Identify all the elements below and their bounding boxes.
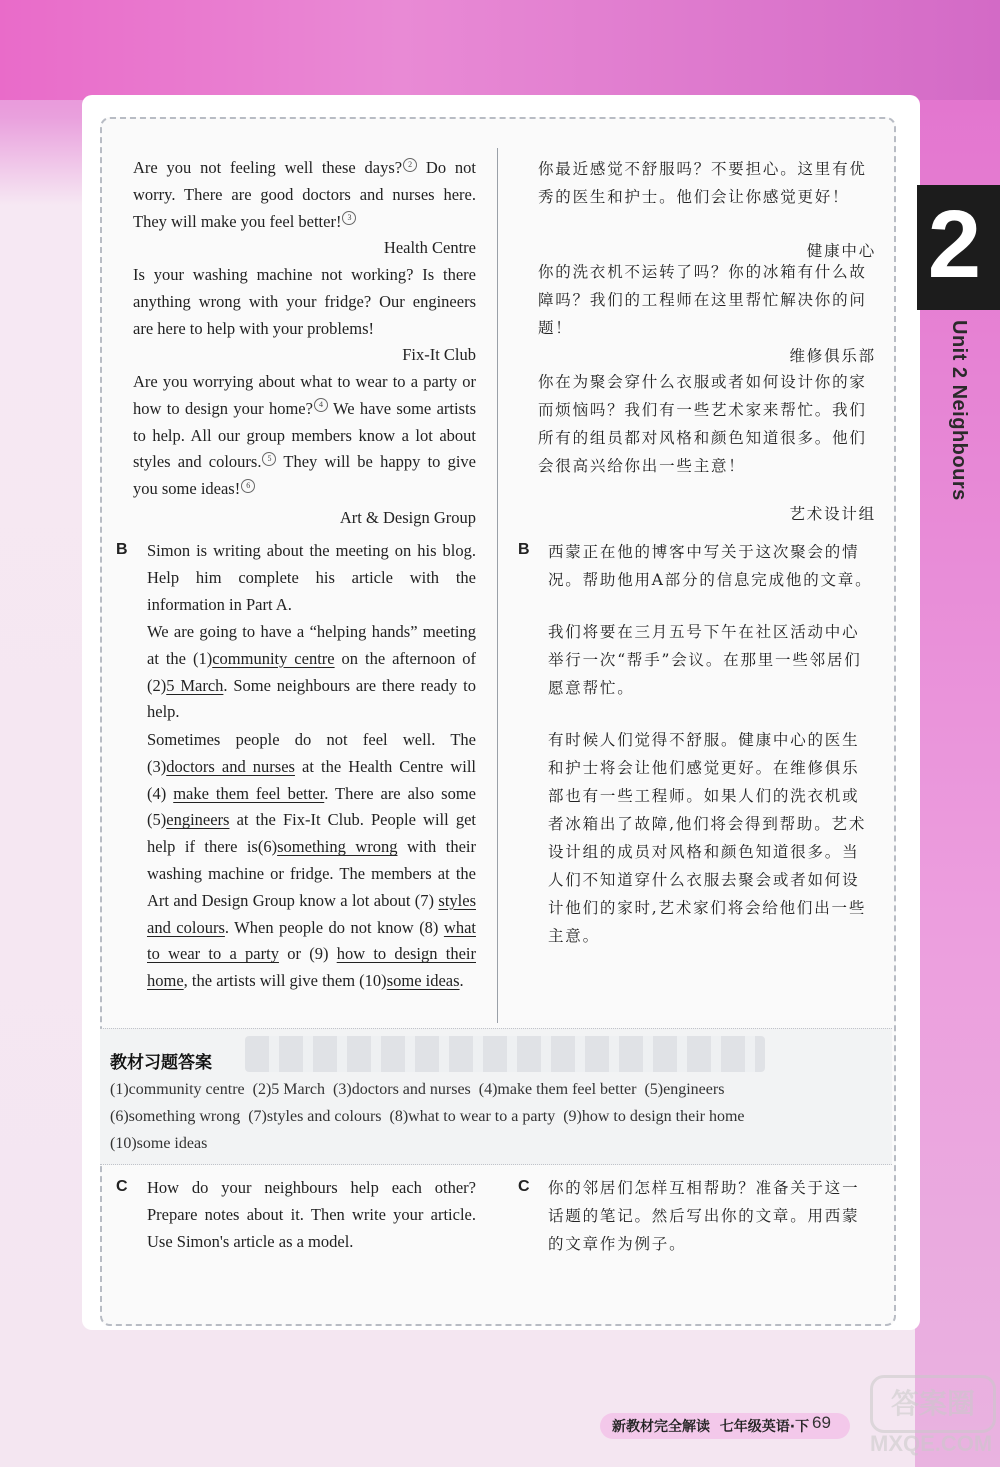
note-marker: 5 — [262, 452, 276, 466]
watermark-logo: 答案圈 — [870, 1375, 996, 1433]
answer-5: engineers — [166, 810, 230, 830]
ad-health-centre-zh: 你最近感觉不舒服吗？不要担心。这里有优秀的医生和护士。他们会让你感觉更好！ 健康中心 — [538, 155, 876, 265]
ad-fix-it-club-zh: 你的洗衣机不运转了吗？你的冰箱有什么故障吗？我们的工程师在这里帮忙解决你的问题！ 维修俱乐部 — [538, 258, 876, 370]
answer-1: community centre — [212, 648, 335, 668]
note-marker: 2 — [403, 158, 417, 172]
note-marker: 3 — [342, 211, 356, 225]
answer-9: how to design their home — [147, 944, 476, 991]
ad-art-design-group-zh: 你在为聚会穿什么衣服或者如何设计你的家而烦恼吗？我们有一些艺术家来帮忙。我们所有的组员都对风格和颜色知道很多。他们会很高兴给你出一些主意！ 艺术设计组 — [538, 368, 876, 528]
part-b-article-p1-zh: 我们将要在三月五号下午在社区活动中心举行一次“帮手”会议。在那里一些邻居们愿意帮忙。 — [548, 623, 862, 697]
unit-title: Unit 2 Neighbours — [948, 320, 970, 501]
answer-7: styles and colours — [147, 890, 476, 937]
answers-line: (1)community centre (2)5 March (3)doctors and nurses (4)make them feel better (5)engineers — [110, 1081, 725, 1098]
answer-6: something wrong — [277, 837, 398, 857]
answers-line: (6)something wrong (7)styles and colours (8)what to wear to a party (9)how to design their home — [110, 1108, 745, 1125]
page-number: 69 — [812, 1413, 831, 1432]
ad-sign-zh: 艺术设计组 — [789, 505, 876, 523]
column-divider — [497, 148, 498, 1023]
answer-3: doctors and nurses — [166, 756, 295, 776]
ad-health-centre: Are you not feeling well these days? 2 Do not worry. There are good doctors and nurses here. They will make you feel better! 3 Health Centre — [133, 155, 476, 262]
part-b-instruction-zh: 西蒙正在他的博客中写关于这次聚会的情况。帮助他用A部分的信息完成他的文章。 — [548, 543, 873, 589]
ad-sign: Art & Design Group — [339, 507, 476, 527]
ad-sign-zh: 健康中心 — [806, 242, 876, 260]
part-b-tag: B — [116, 541, 128, 558]
watermark-url: MXQE.COM — [870, 1431, 993, 1456]
ad-fix-it-club: Is your washing machine not working? Is there anything wrong with your fridge? Our engineers are here to help with your problems! Fix-It Club — [133, 262, 476, 369]
watermark — [870, 1375, 993, 1456]
part-c-tag-zh: C — [518, 1178, 530, 1195]
part-c-tag: C — [116, 1178, 128, 1195]
part-b-tag-zh: B — [518, 541, 530, 558]
note-marker: 4 — [314, 398, 328, 412]
note-marker: 6 — [241, 479, 255, 493]
answer-4: make them feel better — [173, 783, 325, 803]
ad-sign-zh: 维修俱乐部 — [789, 347, 876, 365]
unit-number: 2 — [927, 191, 982, 298]
part-c-instruction-zh: 你的邻居们怎样互相帮助？准备关于这一话题的笔记。然后写出你的文章。用西蒙的文章作为例子。 — [548, 1179, 860, 1253]
part-b-article-p1: We are going to have a “helping hands” meeting at the (1)community centre on the afternoon of (2)5 March. Some neighbours are there ready to help. — [147, 622, 477, 722]
ad-sign: Fix-It Club — [402, 345, 476, 365]
answer-10: some ideas — [386, 971, 460, 991]
ad-art-design-group: Are you worrying about what to wear to a party or how to design your home? 4 We have some artists to help. All our group members know a lot about styles and colours. 5 They will be happy to give you some ideas! 6 Art & Design Group — [133, 369, 476, 532]
top-decor-band — [0, 0, 1000, 100]
answers-line: (10)some ideas — [110, 1135, 208, 1152]
answer-8: what to wear to a party — [147, 917, 476, 964]
part-b-article-p2: Sometimes people do not feel well. The (3)doctors and nurses at the Health Centre will (4) make them feel better. There are also some (5)engineers at the Fix-It Club. People will get help if there is(6)something wrong with their washing machine or fridge. The members at the Art and Design Group know a lot about (7) styles and colours. When people do not know (8) what to wear to a party or (9) how to design their home, the artists will give them (10)some ideas. — [147, 730, 476, 991]
answer-2: 5 March — [166, 675, 224, 695]
answers-decor — [245, 1036, 765, 1072]
ad-sign: Health Centre — [383, 238, 476, 258]
part-b-article-p2-zh: 有时候人们觉得不舒服。健康中心的医生和护士将会让他们感觉更好。在维修俱乐部也有一些工程师。如果人们的洗衣机或者冰箱出了故障,他们将会得到帮助。艺术设计组的成员对风格和颜色知道很多。当人们不知道穿什么衣服去聚会或者如何设计他们的家时,艺术家们将会给他们出一些主意。 — [548, 731, 867, 945]
answers-title: 教材习题答案 — [110, 1053, 212, 1073]
answers-list — [110, 1076, 890, 1157]
part-c-instruction: How do your neighbours help each other? Prepare notes about it. Then write your article. Use Simon's article as a model. — [147, 1178, 476, 1251]
part-b-instruction: Simon is writing about the meeting on his blog. Help him complete his article with the information in Part A. — [147, 541, 476, 614]
book-title: 新教材完全解读 七年级英语·下 — [612, 1419, 810, 1435]
